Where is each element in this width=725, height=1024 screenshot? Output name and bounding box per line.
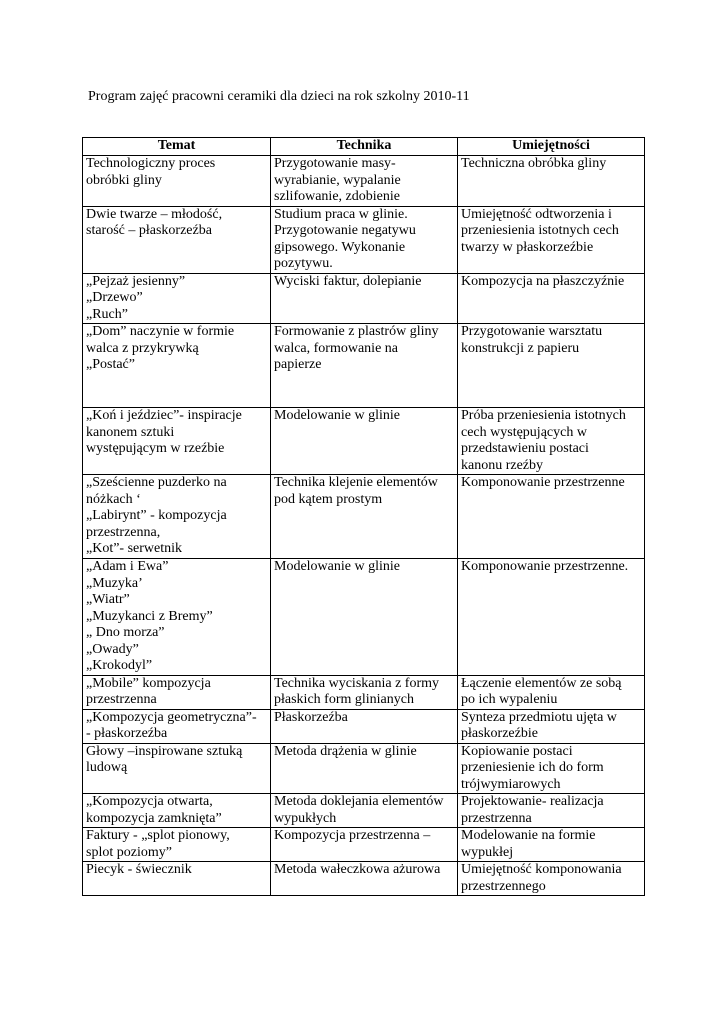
cell-line: cech występujących w: [461, 424, 587, 440]
header-umiejetnosci: Umiejętności: [458, 138, 645, 156]
table-row: [83, 273, 645, 324]
cell-line: nóżkach ‘: [86, 491, 141, 507]
cell-line: „Labirynt” - kompozycja: [86, 508, 227, 523]
cell-line: „Pejzaż jesienny”: [86, 273, 186, 289]
cell-line: „Dom” naczynie w formie: [86, 324, 235, 339]
cell-temat: [83, 828, 271, 862]
cell-technika: [271, 862, 458, 896]
cell-line: „Postać”: [86, 357, 135, 372]
cell-temat: [83, 273, 271, 324]
cell-technika: [271, 475, 458, 559]
cell-umiejetnosci: [458, 828, 645, 862]
cell-umiejetnosci: [458, 709, 645, 743]
cell-line: Kopiowanie postaci: [461, 743, 573, 759]
program-table: [82, 137, 645, 896]
cell-line: Komponowanie przestrzenne.: [461, 559, 629, 574]
cell-line: „Kompozycja geometryczna”-: [86, 709, 257, 725]
cell-line: pozytywu.: [274, 256, 333, 271]
cell-umiejetnosci: [458, 862, 645, 896]
cell-line: „Koń i jeździec”- inspiracje: [86, 408, 242, 423]
cell-line: przestrzennego: [461, 878, 546, 894]
cell-technika: [271, 156, 458, 207]
cell-line: przestrzenna: [86, 692, 157, 707]
cell-line: wypukłej: [461, 844, 514, 860]
cell-line: ludową: [86, 760, 128, 775]
table-row: [83, 156, 645, 207]
table-row: [83, 862, 645, 896]
cell-line: Przygotowanie masy-: [274, 156, 396, 171]
cell-line: kompozycja zamknięta”: [86, 810, 222, 826]
cell-line: po ich wypaleniu: [461, 692, 558, 707]
cell-line: „Drzewo”: [86, 290, 143, 305]
cell-line: kanonu rzeźby: [461, 457, 544, 473]
document-title: Program zajęć pracowni ceramiki dla dzieci na rok szkolny 2010-11: [88, 89, 470, 104]
cell-umiejetnosci: [458, 675, 645, 709]
cell-technika: [271, 675, 458, 709]
cell-line: wyrabianie, wypalanie: [274, 172, 401, 188]
header-temat: Temat: [83, 138, 271, 156]
cell-technika: [271, 408, 458, 475]
table-row: [83, 828, 645, 862]
cell-line: „Muzykanci z Bremy”: [86, 608, 213, 624]
cell-line: Przygotowanie warsztatu: [461, 324, 603, 339]
cell-line: „Owady”: [86, 641, 139, 657]
table-row: [83, 709, 645, 743]
cell-technika: [271, 709, 458, 743]
cell-temat: [83, 408, 271, 475]
cell-umiejetnosci: [458, 743, 645, 794]
cell-line: Modelowanie na formie: [461, 828, 596, 843]
cell-umiejetnosci: [458, 206, 645, 273]
cell-line: „Kompozycja otwarta,: [86, 794, 213, 809]
cell-line: „Ruch”: [86, 306, 128, 322]
cell-technika: [271, 794, 458, 828]
cell-umiejetnosci: [458, 475, 645, 559]
cell-line: walca z przykrywką: [86, 340, 199, 356]
table-row: [83, 206, 645, 273]
cell-technika: [271, 206, 458, 273]
table-row: [83, 408, 645, 475]
cell-line: walca, formowanie na: [274, 340, 398, 356]
cell-temat: [83, 743, 271, 794]
cell-line: „Sześcienne puzderko na: [86, 475, 227, 490]
cell-line: Umiejętność komponowania: [461, 862, 622, 877]
cell-line: konstrukcji z papieru: [461, 340, 580, 356]
cell-line: wypukłych: [274, 810, 337, 826]
cell-technika: [271, 324, 458, 408]
cell-line: kanonem sztuki: [86, 424, 175, 440]
cell-line: Metoda wałeczkowa ażurowa: [274, 862, 441, 877]
cell-line: Formowanie z plastrów gliny: [274, 324, 439, 339]
table-row: [83, 794, 645, 828]
cell-line: przeniesienie ich do form: [461, 760, 604, 775]
cell-umiejetnosci: [458, 156, 645, 207]
table-row: [83, 559, 645, 676]
cell-line: Technika wyciskania z formy: [274, 675, 440, 691]
cell-line: starość – płaskorzeźba: [86, 223, 212, 238]
cell-umiejetnosci: [458, 559, 645, 676]
cell-line: twarzy w płaskorzeźbie: [461, 239, 594, 255]
cell-technika: [271, 743, 458, 794]
cell-line: „Muzyka’: [86, 575, 143, 591]
cell-line: Próba przeniesienia istotnych: [461, 408, 626, 423]
cell-line: „Krokodyl”: [86, 658, 153, 673]
table-header-row: [83, 138, 645, 156]
cell-line: Głowy –inspirowane sztuką: [86, 743, 243, 759]
cell-line: Technika klejenie elementów: [274, 475, 438, 490]
cell-line: Synteza przedmiotu ujęta w: [461, 709, 617, 725]
cell-line: Techniczna obróbka gliny: [461, 156, 607, 171]
cell-line: przeniesienia istotnych cech: [461, 223, 619, 238]
cell-line: Płaskorzeźba: [274, 709, 348, 725]
cell-line: splot poziomy”: [86, 844, 172, 860]
cell-line: trójwymiarowych: [461, 776, 561, 792]
cell-umiejetnosci: [458, 273, 645, 324]
cell-temat: [83, 324, 271, 408]
cell-umiejetnosci: [458, 408, 645, 475]
cell-line: płaskich form glinianych: [274, 692, 414, 707]
table-row: [83, 324, 645, 408]
cell-line: przestrzenna: [461, 810, 532, 826]
cell-line: pod kątem prostym: [274, 491, 383, 507]
table-row: [83, 675, 645, 709]
cell-line: występującym w rzeźbie: [86, 441, 225, 456]
cell-line: Łączenie elementów ze sobą: [461, 675, 622, 691]
cell-temat: [83, 206, 271, 273]
cell-line: „Wiatr”: [86, 592, 130, 607]
cell-line: Faktury - „splot pionowy,: [86, 828, 230, 843]
cell-umiejetnosci: [458, 794, 645, 828]
table-row: [83, 743, 645, 794]
cell-line: Modelowanie w glinie: [274, 559, 400, 574]
cell-umiejetnosci: [458, 324, 645, 408]
cell-line: Umiejętność odtworzenia i: [461, 206, 612, 222]
cell-line: Kompozycja przestrzenna –: [274, 828, 431, 843]
cell-line: Kompozycja na płaszczyźnie: [461, 273, 625, 289]
cell-line: papierze: [274, 357, 322, 372]
header-technika: Technika: [271, 138, 458, 156]
cell-temat: [83, 156, 271, 207]
cell-technika: [271, 559, 458, 676]
cell-temat: [83, 675, 271, 709]
cell-line: Metoda drążenia w glinie: [274, 743, 417, 759]
cell-technika: [271, 273, 458, 324]
cell-line: „Mobile” kompozycja: [86, 675, 211, 691]
cell-technika: [271, 828, 458, 862]
cell-line: Technologiczny proces: [86, 156, 216, 171]
cell-line: Piecyk - świecznik: [86, 862, 192, 877]
cell-line: Wyciski faktur, dolepianie: [274, 273, 422, 289]
cell-line: Dwie twarze – młodość,: [86, 206, 223, 222]
cell-temat: [83, 794, 271, 828]
cell-line: Metoda doklejania elementów: [274, 794, 444, 809]
cell-temat: [83, 862, 271, 896]
cell-line: „Kot”- serwetnik: [86, 541, 183, 556]
cell-temat: [83, 559, 271, 676]
cell-line: płaskorzeźbie: [461, 726, 538, 741]
cell-line: Przygotowanie negatywu: [274, 223, 416, 238]
cell-temat: [83, 709, 271, 743]
cell-line: „Adam i Ewa”: [86, 559, 169, 574]
cell-line: „ Dno morza”: [86, 625, 165, 640]
cell-temat: [83, 475, 271, 559]
cell-line: Studium praca w glinie.: [274, 206, 408, 222]
cell-line: przestrzenna,: [86, 524, 161, 540]
cell-line: obróbki gliny: [86, 172, 162, 188]
table-row: [83, 475, 645, 559]
cell-line: Modelowanie w glinie: [274, 408, 400, 423]
cell-line: - płaskorzeźba: [86, 726, 168, 741]
cell-line: szlifowanie, zdobienie: [274, 189, 400, 204]
cell-line: przedstawieniu postaci: [461, 441, 589, 456]
cell-line: Projektowanie- realizacja: [461, 794, 604, 809]
cell-line: gipsowego. Wykonanie: [274, 239, 406, 255]
cell-line: Komponowanie przestrzenne: [461, 475, 625, 490]
